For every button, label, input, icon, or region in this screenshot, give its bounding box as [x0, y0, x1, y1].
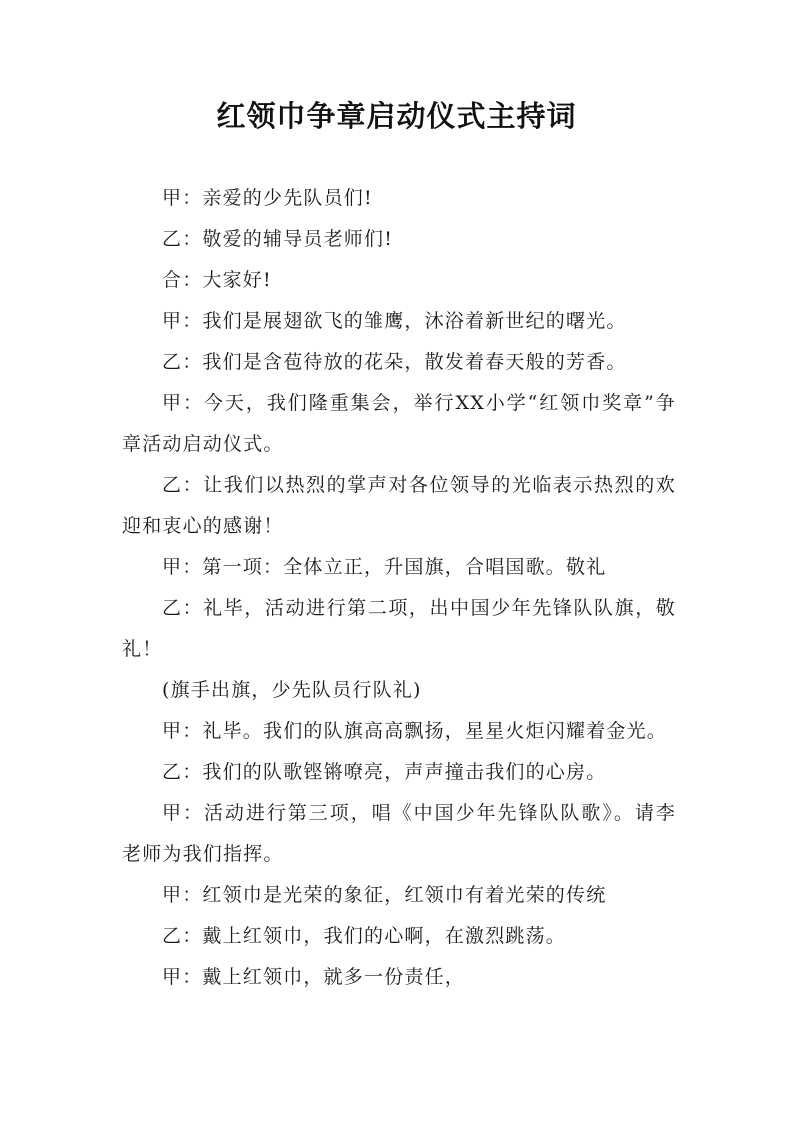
document-body	[122, 178, 676, 998]
paragraph-13: 甲：活动进行第三项，唱《中国少年先锋队队歌》。请李老师为我们指挥。	[122, 802, 676, 865]
paragraph-2: 乙：敬爱的辅导员老师们!	[162, 228, 394, 250]
paragraph-1: 甲：亲爱的少先队员们!	[162, 187, 373, 209]
paragraph-10: (旗手出旗，少先队员行队礼)	[162, 679, 422, 701]
paragraph-5: 乙：我们是含苞待放的花朵，散发着春天般的芳香。	[162, 351, 627, 373]
paragraph-7: 乙：让我们以热烈的掌声对各位领导的光临表示热烈的欢迎和衷心的感谢！	[122, 474, 676, 537]
paragraph-14: 甲：红领巾是光荣的象征，红领巾有着光荣的传统	[162, 884, 607, 906]
paragraph-4: 甲：我们是展翅欲飞的雏鹰，沐浴着新世纪的曙光。	[162, 310, 627, 332]
paragraph-11: 甲：礼毕。我们的队旗高高飘扬，星星火炬闪耀着金光。	[162, 720, 668, 742]
paragraph-8: 甲：第一项：全体立正，升国旗，合唱国歌。敬礼	[162, 556, 607, 578]
paragraph-9: 乙：礼毕，活动进行第二项，出中国少年先锋队队旗，敬礼！	[122, 597, 676, 660]
document-title: 红领巾争章启动仪式主持词	[216, 99, 577, 133]
paragraph-15: 乙：戴上红领巾，我们的心啊，在激烈跳荡。	[162, 925, 567, 947]
paragraph-6: 甲：今天，我们隆重集会，举行XX小学“红领巾奖章”争章活动启动仪式。	[122, 392, 676, 455]
paragraph-12: 乙：我们的队歌铿锵嘹亮，声声撞击我们的心房。	[162, 761, 607, 783]
paragraph-3: 合：大家好!	[162, 269, 272, 291]
paragraph-16: 甲：戴上红领巾，就多一份责任，	[162, 966, 466, 988]
